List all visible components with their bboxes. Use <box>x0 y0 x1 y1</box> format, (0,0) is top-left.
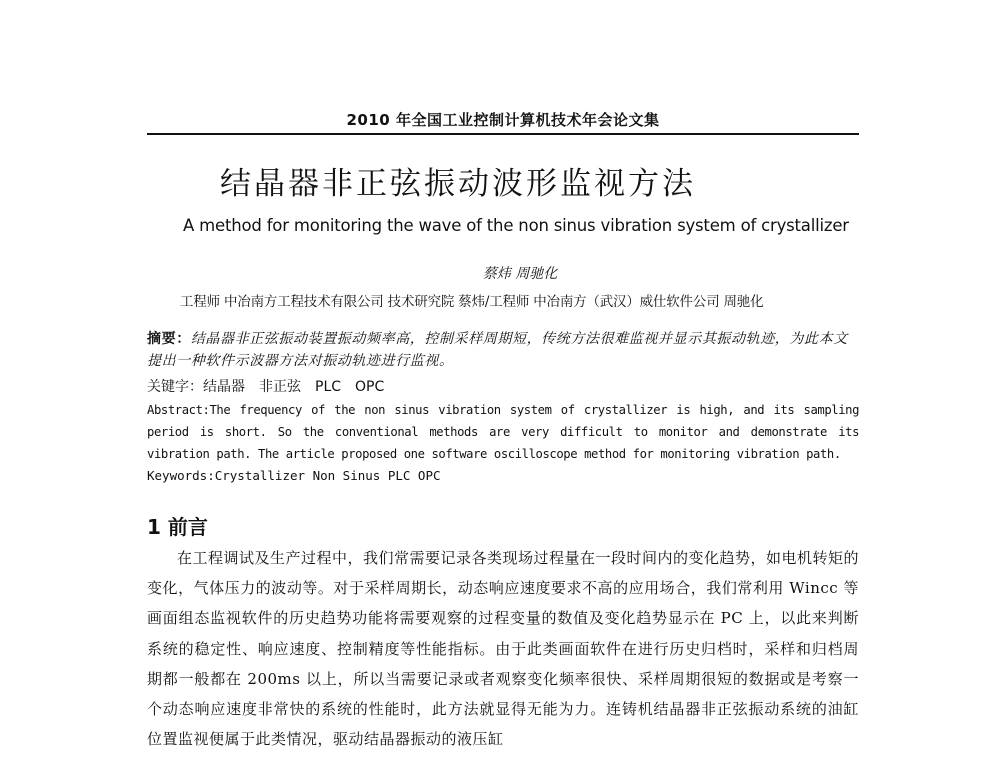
keywords-chinese <box>147 376 398 396</box>
keyword-chinese: PLC <box>315 379 342 395</box>
abstract-english-text: The frequency of the non sinus vibration system of crystallizer is high, and its sampling period is short. So the conventional methods are very difficult to monitor and demonstrate its vibration path. The article proposed one software oscilloscope method for monitoring vibration path. <box>147 403 859 461</box>
author-names: 蔡炜 周驰化 <box>482 266 558 282</box>
keyword-chinese: 结晶器 <box>203 379 245 395</box>
abstract-chinese-label: 摘要： <box>147 331 191 347</box>
abstract-english-label: Abstract: <box>147 403 210 417</box>
header-rule <box>147 133 859 135</box>
body-paragraph: 在工程调试及生产过程中，我们常需要记录各类现场过程量在一段时间内的变化趋势，如电机转矩的变化，气体压力的波动等。对于采样周期长，动态响应速度要求不高的应用场合，我们常利用 Wincc 等画面组态监视软件的历史趋势功能将需要观察的过程变量的数值及变化趋势显示在 PC 上，以此来判断系统的稳定性、响应速度、控制精度等性能指标。由于此类画面软件在进行历史归档时，采样和归档周期都一般都在 200ms 以上，所以当需要记录或者观察变化频率很快、采样周期很短的数据或是考察一个动态响应速度非常快的系统的性能时，此方法就显得无能为力。连铸机结晶器非正弦振动系统的油缸位置监视便属于此类情况，驱动结晶器振动的液压缸 <box>147 549 860 749</box>
keyword-chinese: OPC <box>355 379 385 395</box>
abstract-chinese-text: 结晶器非正弦振动装置振动频率高，控制采样周期短，传统方法很难监视并显示其振动轨迹，为此本文提出一种软件示波器方法对振动轨迹进行监视。 <box>147 331 848 369</box>
running-header: 2010 年全国工业控制计算机技术年会论文集 <box>346 111 660 129</box>
keywords-english: Keywords:Crystallizer Non Sinus PLC OPC <box>147 468 441 483</box>
author-affiliation: 工程师 中冶南方工程技术有限公司 技术研究院 蔡炜/工程师 中冶南方（武汉）威仕软件公司 周驰化 <box>180 294 764 310</box>
paper-title-chinese: 结晶器非正弦振动波形监视方法 <box>220 166 696 202</box>
abstract-chinese <box>147 328 859 372</box>
abstract-english <box>147 399 859 465</box>
keyword-chinese: 非正弦 <box>259 379 301 395</box>
section-heading: 1 前言 <box>147 515 208 539</box>
paper-title-english: A method for monitoring the wave of the non sinus vibration system of crystallizer <box>183 216 849 235</box>
keywords-chinese-label: 关键字： <box>147 379 203 395</box>
